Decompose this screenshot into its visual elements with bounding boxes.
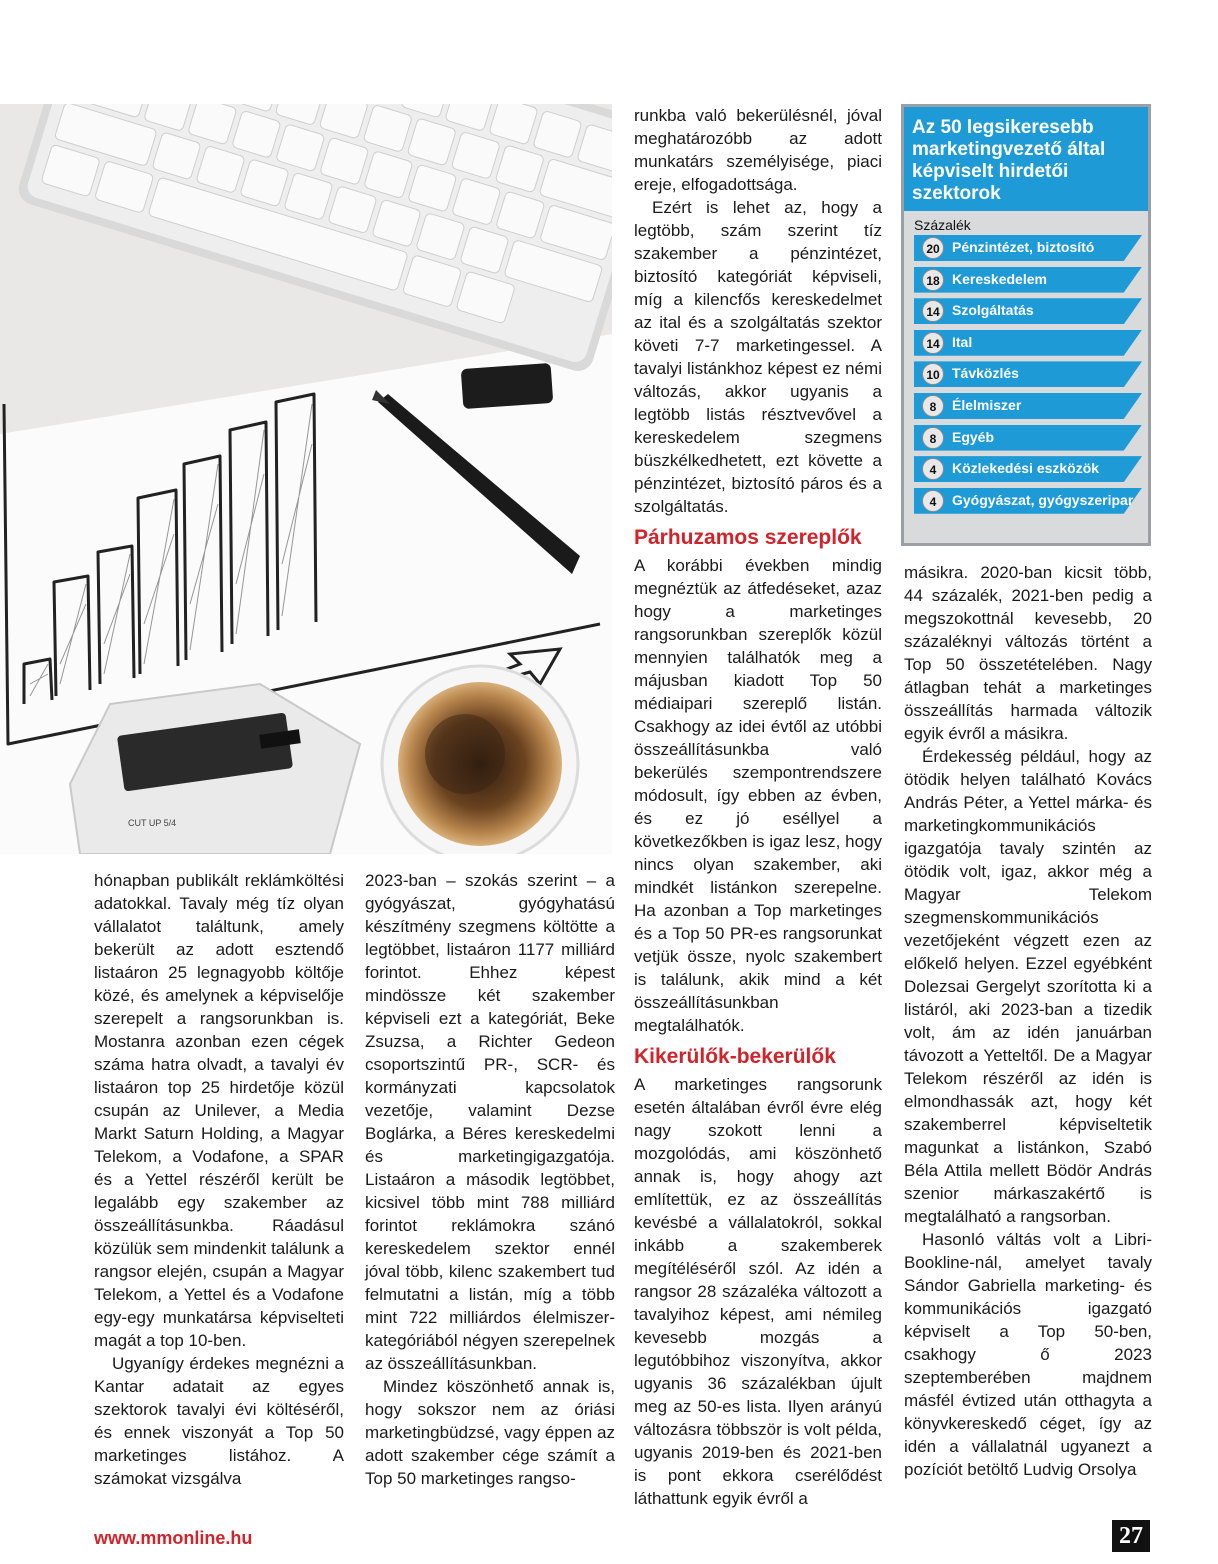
infobox-row-bar [914, 361, 1142, 387]
infobox-rows [904, 235, 1148, 514]
paragraph: A korábbi években mindig megnéztük az átfedéseket, azaz hogy a marketinges rangsorunkban szereplők közül mennyien találhatók meg a májusban kiadott Top 50 médiaipari szereplő listán. Csakhogy az idei évtől az utóbbi összeállításunkba való bekerülés szempontrendszere módosult, így ebben az évben, és ez jó eséllyel a következőkben is igaz lesz, hogy nincs olyan szakember, aki mindkét listánkon szerepelne. Ha azonban a Top marketinges és a Top 50 PR-es rangsorunkat vetjük össze, nyolc szakembert is találunk, akik mind a két összeállításunkban megtalálhatók. [634, 556, 882, 1035]
paragraph: 2023-ban – szokás szerint – a gyógyászat, gyógyhatású készítmény szegmens költötte a legtöbbet, listaáron 1177 milliárd forintot. Ehhez képest mindössze két szakember képviseli ezt a kategóriát, Beke Zsuzsa, a Richter Gedeon csoportszintű PR-, SCR- és kormányzati kapcsolatok vezetője, valamint Dezse Boglárka, a Béres kereskedelmi és marketingigazgatója. Listaáron a második legtöbbet, kicsivel több mint 788 milliárd forintot reklámokra szánó kereskedelem szektor ennél jóval több, kilenc szakembert tud felmutatni a listán, míg a több mint 722 milliárdos élelmiszer-kategóriából négyen szerepelnek az összeállításunkban. [365, 871, 615, 1373]
infobox-row-value: 4 [922, 458, 944, 480]
paragraph: hónapban publikált reklámköltési adatokkal. Tavaly még tíz olyan vállalatot találtunk, amely bekerült az adott esztendő listaáron 25 legnagyobb költője közé, és amelynek a képviselője szerepelt a rangsorunkban is. Mostanra azonban ezen cégek száma hatra olvadt, a tavalyi év listaáron top 25 hirdetője közül csupán az Unilever, a Media Markt Saturn Holding, a Magyar Telekom, a Vodafone, a SPAR és a Yettel részéről került be legalább egy szakember az összeállításunkba. Ráadásul közülük sem mindenkit találunk a rangsor elején, csupán a Magyar Telekom, a Yettel és a Vodafone egy-egy munkatársa képviselteti magát a top 10-ben. [94, 871, 344, 1350]
section-heading: Kikerülők-bekerülők [634, 1045, 836, 1068]
coffee-cup-illustration [382, 666, 578, 854]
photo-illustration [0, 104, 612, 854]
paragraph: másikra. 2020-ban kicsit több, 44 százalék, 2021-ben pedig a megszokottnál kevesebb, 20 százaléknyi változás történt a Top 50 összetételében. Nagy átlagban tehát a marketinges összeállítás harmada változik egyik évről a másikra. [904, 563, 1152, 743]
page-number: 27 [1112, 1520, 1150, 1552]
infobox-row-value: 20 [922, 237, 944, 259]
paragraph: Mindez köszönhető annak is, hogy sokszor nem az óriási marketingbüdzsé, vagy éppen az adott szakember cége számít a Top 50 marketinges rangso- [365, 1377, 615, 1488]
infobox-row-value: 8 [922, 427, 944, 449]
infobox-row-bar [914, 330, 1142, 356]
infobox-row-label: Gyógyászat, gyógyszeripar [952, 491, 1134, 508]
infobox-row [904, 488, 1148, 514]
infobox-row-label: Egyéb [952, 428, 995, 445]
paragraph: Ugyanígy érdekes megnézni a Kantar adatait az egyes szektorok tavalyi évi költéséről, és ennek viszonyát a Top 50 marketinges listához. A számokat vizsgálva [94, 1354, 344, 1488]
infobox-row-label: Ital [952, 333, 973, 350]
infobox-row-value: 18 [922, 269, 944, 291]
infobox-row [904, 425, 1148, 451]
infobox-row [904, 361, 1148, 387]
infobox-row-label: Közlekedési eszközök [952, 460, 1100, 477]
footer-url: www.mmonline.hu [94, 1528, 253, 1548]
sector-infobox [901, 104, 1151, 546]
infobox-title: Az 50 legsikeresebb marketingvezető által képviselt hirdetői szektorok [904, 107, 1148, 211]
infobox-row-value: 14 [922, 332, 944, 354]
article-column-2 [365, 869, 615, 1490]
infobox-row-label: Szolgáltatás [952, 302, 1034, 319]
article-column-1 [94, 869, 344, 1490]
infobox-row-bar [914, 425, 1142, 451]
infobox-row-value: 10 [922, 363, 944, 385]
paragraph: A marketinges rangsorunk esetén általában évről évre elég nagy szokott lenni a mozgolódás, ami köszönhető annak is, hogy ahogy azt említettük, ez az összeállítás kevésbé a vállalatokról, sokkal inkább a szakemberek megítéléséről szól. Az idén a rangsor 28 százaléka változott a tavalyihoz képest, ami némileg kevesebb mozgás a legutóbbihoz viszonyítva, akkor ugyanis 36 százalékban újult meg az 50-es lista. Ilyen arányú változásra többször is volt példa, ugyanis 2019-ben és 2021-ben is pont ekkora cserélődést láthattunk egyik évről a [634, 1075, 882, 1508]
infobox-row-value: 14 [922, 300, 944, 322]
infobox-row [904, 298, 1148, 324]
infobox-row-value: 4 [922, 490, 944, 512]
section-heading: Párhuzamos szereplők [634, 526, 862, 549]
infobox-row-label: Élelmiszer [952, 396, 1022, 413]
article-column-3 [634, 104, 882, 1510]
paragraph: Érdekesség például, hogy az ötödik helyen található Kovács András Péter, a Yettel márka- és marketingkommunikációs igazgatója tavaly szintén az ötödik volt, igaz, akkor még a Magyar Telekom szegmenskommunikációs vezetőjeként végzett ezen az előkelő helyen. Ezzel egyébként Dolezsai Gergelyt szorította ki a listáról, aki 2023-ban a tizedik volt, ám az idén januárban távozott a Yetteltől. De a Magyar Telekom részéről az idén is elmondhassák azt, hogy két szakemberrel képviseltetik magunkat a listánkon, Szabó Béla Attila mellett Bödör András szenior márkaszakértő is megtalálható a rangsorban. [904, 747, 1152, 1226]
infobox-unit: Százalék [914, 217, 971, 233]
article-photo [0, 104, 612, 854]
article-column-4 [904, 561, 1152, 1481]
paragraph: Hasonló váltás volt a Libri-Bookline-nál, amelyet tavaly Sándor Gabriella marketing- és kommunikációs igazgató képviselt a Top 50-ben, csakhogy ő 2023 szeptemberében majdnem másfél évtized után otthagyta a könyvkereskedő céget, így az idén a vállalatnál ugyanezt a pozíciót betöltő Ludvig Orsolya [904, 1230, 1152, 1479]
svg-text:CUT UP 5/4: CUT UP 5/4 [128, 818, 177, 828]
infobox-row [904, 393, 1148, 419]
infobox-row [904, 235, 1148, 261]
infobox-row [904, 330, 1148, 356]
paragraph: runkba való bekerülésnél, jóval meghatározóbb az adott munkatárs személyisége, piaci ereje, elfogadottsága. [634, 106, 882, 194]
infobox-row-bar [914, 393, 1142, 419]
infobox-row-label: Távközlés [952, 365, 1019, 382]
infobox-row [904, 267, 1148, 293]
paragraph: Ezért is lehet az, hogy a legtöbb, szám szerint tíz szakember a pénzintézet, biztosító kategóriát képviseli, míg a kilencfős kereskedelmet az ital és a szolgáltatás szektor követi 7-7 marketingessel. A tavalyi listánkhoz képest ez némi változás, akkor ugyanis a legtöbb listás résztvevővel a kereskedelem szegmens büszkélkedhetett, ezt követte a pénzintézet, biztosító páros és a szolgáltatás. [634, 198, 882, 516]
infobox-row-value: 8 [922, 395, 944, 417]
infobox-row-label: Pénzintézet, biztosító [952, 239, 1095, 255]
infobox-row-label: Kereskedelem [952, 270, 1047, 287]
infobox-row [904, 456, 1148, 482]
